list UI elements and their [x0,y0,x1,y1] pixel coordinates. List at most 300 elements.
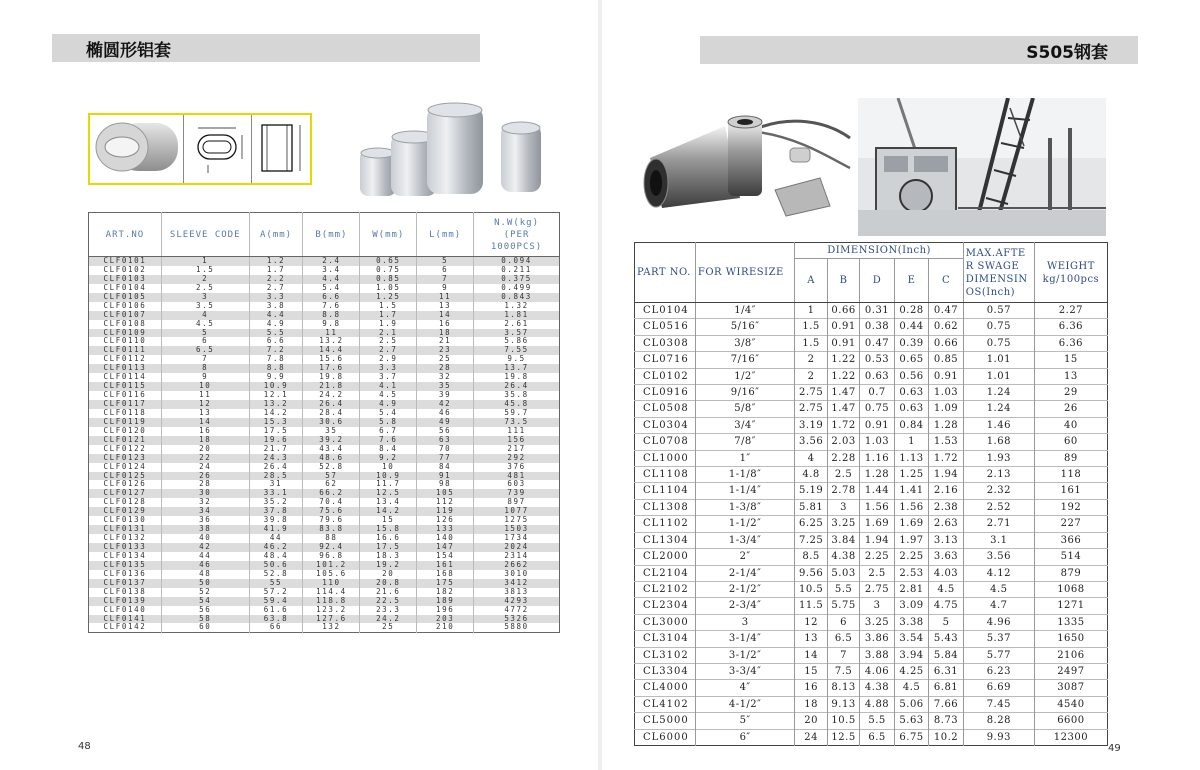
table-cell: 1.56 [860,499,895,515]
table-row [635,516,1108,532]
table-cell: 6.6 [249,337,303,346]
table-cell: CLF0130 [89,516,162,525]
table-cell: 5″ [695,713,794,729]
table-cell: 2.53 [894,565,929,581]
table-cell: 1.25 [894,467,929,483]
table-cell: 3-1/4″ [695,631,794,647]
table-row [89,391,560,400]
table-cell: 1.28 [860,467,895,483]
crane-photo-icon [858,98,1106,236]
table-cell: 2.38 [929,499,964,515]
table-cell: 21.8 [303,382,360,391]
table-cell: 4.9 [249,320,303,329]
table-cell: 5 [417,257,474,266]
table-cell: 1.69 [860,516,895,532]
table-cell: 12.5 [827,729,859,745]
table-cell: CL5000 [635,713,696,729]
table-cell: 2.1 [360,329,417,338]
table-cell: CL1304 [635,532,696,548]
table-cell: 2.32 [963,483,1034,499]
table-cell: 29 [1034,385,1107,401]
table-cell: 105 [417,489,474,498]
table-cell: 366 [1034,532,1107,548]
table-cell: 227 [1034,516,1107,532]
table-cell: CL0308 [635,335,696,351]
table-cell: 20 [161,445,249,454]
table-cell: 26.4 [303,400,360,409]
table-cell: 4.5 [963,581,1034,597]
table-cell: 3.8 [249,302,303,311]
table-cell: 11 [161,391,249,400]
table-cell: 2.5 [360,337,417,346]
table-cell: 1.03 [860,434,895,450]
table-cell: 0.44 [894,319,929,335]
table-cell: 26 [161,472,249,481]
table-cell: 24.2 [360,615,417,624]
table-row [89,498,560,507]
table-cell: CLF0106 [89,302,162,311]
table-cell: 2.78 [827,483,859,499]
table-cell: 3.88 [860,647,895,663]
table-cell: 3412 [474,579,560,588]
table-cell: CL4000 [635,680,696,696]
table-cell: 3 [161,293,249,302]
table-cell: 4.1 [360,382,417,391]
table-cell: 0.91 [929,368,964,384]
table-cell: 12300 [1034,729,1107,745]
oval-sleeve-icon [90,115,184,183]
table-cell: 3.3 [360,364,417,373]
table-cell: 5.77 [963,647,1034,663]
table-row [89,525,560,534]
table-cell: 13 [795,631,827,647]
table-row [89,275,560,284]
table-cell: 132 [303,623,360,632]
table-row [89,561,560,570]
table-cell: 376 [474,463,560,472]
table-cell: 6600 [1034,713,1107,729]
table-cell: 0.38 [860,319,895,335]
table-cell: CLF0110 [89,337,162,346]
table-cell: CL2102 [635,581,696,597]
right-page-title: S505钢套 [700,36,1138,64]
table-row [89,579,560,588]
table-cell: 18 [795,696,827,712]
table-cell: 20 [795,713,827,729]
table-cell: 1-1/2″ [695,516,794,532]
table-cell: 1.5 [161,266,249,275]
table-cell: 57 [303,472,360,481]
table-cell: CLF0112 [89,355,162,364]
table-cell: 23.3 [360,606,417,615]
table-cell: 4.5 [929,581,964,597]
table-row [89,570,560,579]
table-cell: 3/4″ [695,417,794,433]
table-cell: CLF0128 [89,498,162,507]
table-cell: 10.5 [827,713,859,729]
table-cell: CL2104 [635,565,696,581]
table-cell: 91 [417,472,474,481]
table-cell: 30.6 [303,418,360,427]
max-swage-header: MAX.AFTE R SWAGE DIMENSIN OS(Inch) [963,243,1034,303]
table-cell: 5.63 [894,713,929,729]
table-row [635,631,1108,647]
table-row [89,257,560,266]
table-cell: 57.2 [249,588,303,597]
table-cell: 10 [360,463,417,472]
table-cell: 46 [161,561,249,570]
table-cell: 4 [795,450,827,466]
table-cell: 56 [417,427,474,436]
table-cell: 7.45 [963,696,1034,712]
table-cell: 19.8 [303,373,360,382]
table-row [635,549,1108,565]
aluminum-sleeves-icon [355,100,545,196]
table-cell: 5.43 [929,631,964,647]
cross-section-cell [184,115,252,183]
table-row [89,606,560,615]
table-cell: 514 [1034,549,1107,565]
table-cell: 0.7 [860,385,895,401]
table-row [89,373,560,382]
table-cell: 33.1 [249,489,303,498]
table-cell: 73.5 [474,418,560,427]
table-cell: 24 [795,729,827,745]
table-cell: 7.66 [929,696,964,712]
table-cell: 44 [249,534,303,543]
table-cell: 2.71 [963,516,1034,532]
table-cell: 96.8 [303,552,360,561]
table-cell: CL0716 [635,352,696,368]
page-number: 49 [1108,743,1121,754]
table-cell: 1.47 [827,385,859,401]
table-cell: 60 [161,623,249,632]
table-row [89,382,560,391]
table-cell: 8.8 [303,311,360,320]
table-cell: 123.2 [303,606,360,615]
table-cell: 2-1/2″ [695,581,794,597]
table-cell: 3.94 [894,647,929,663]
table-cell: 3.13 [929,532,964,548]
table-cell: 2314 [474,552,560,561]
table-cell: 22.5 [360,597,417,606]
table-cell: 3.1 [963,532,1034,548]
table-row [89,480,560,489]
table-cell: 1650 [1034,631,1107,647]
table-cell: 0.62 [929,319,964,335]
table-cell: 36 [161,516,249,525]
table-row [89,615,560,624]
table-cell: 2497 [1034,663,1107,679]
table-cell: 5.4 [360,409,417,418]
table-row [89,284,560,293]
table-row [635,303,1108,319]
table-cell: 2-1/4″ [695,565,794,581]
table-row [89,329,560,338]
table-cell: 2.75 [795,385,827,401]
table-cell: 2 [161,275,249,284]
table-cell: 15 [795,663,827,679]
col-header: ART.NO [89,213,162,257]
table-cell: CL1102 [635,516,696,532]
table-cell: 4.9 [360,400,417,409]
table-cell: 19.2 [360,561,417,570]
table-cell: 101.2 [303,561,360,570]
table-cell: 2.03 [827,434,859,450]
table-cell: 28 [161,480,249,489]
weight-header: WEIGHT kg/100pcs [1034,243,1107,303]
table-cell: 88 [303,534,360,543]
table-cell: 13.2 [249,400,303,409]
table-cell: 26 [1034,401,1107,417]
table-cell: 14.2 [249,409,303,418]
table-cell: 4.5 [161,320,249,329]
table-cell: CLF0135 [89,561,162,570]
table-cell: 1503 [474,525,560,534]
table-cell: 28 [417,364,474,373]
table-cell: 9.93 [963,729,1034,745]
table-cell: 10.2 [929,729,964,745]
col-header: N.W(kg) (PER 1000PCS) [474,213,560,257]
table-cell: 25 [360,623,417,632]
table-cell: 17.5 [360,543,417,552]
table-cell: 2.27 [1034,303,1107,319]
table-cell: 1-1/4″ [695,483,794,499]
table-cell: 114.4 [303,588,360,597]
table-cell: CLF0115 [89,382,162,391]
table-cell: 1068 [1034,581,1107,597]
table-cell: 6.36 [1034,319,1107,335]
table-cell: 739 [474,489,560,498]
table-row [89,364,560,373]
table-cell: 8.13 [827,680,859,696]
table-cell: 18 [161,436,249,445]
table-row [89,302,560,311]
table-cell: 1.13 [894,450,929,466]
table-cell: 9/16″ [695,385,794,401]
table-cell: 6 [417,266,474,275]
table-cell: 2.7 [360,346,417,355]
cross-section-icon [184,115,252,183]
table-cell: CLF0124 [89,463,162,472]
table-cell: 66 [249,623,303,632]
table-cell: 1.46 [963,417,1034,433]
table-row [635,467,1108,483]
table-cell: CL3304 [635,663,696,679]
table-cell: 18.3 [360,552,417,561]
table-cell: 70.4 [303,498,360,507]
table-cell: 44 [161,552,249,561]
table-cell: 1.24 [963,401,1034,417]
table-cell: 5.19 [795,483,827,499]
table-cell: 6.31 [929,663,964,679]
table-cell: 10.5 [795,581,827,597]
table-cell: 23 [417,346,474,355]
table-row [635,729,1108,745]
table-cell: 63.8 [249,615,303,624]
table-row [635,368,1108,384]
table-cell: CL0102 [635,368,696,384]
table-cell: 4.03 [929,565,964,581]
table-cell: 2.81 [894,581,929,597]
table-cell: 4.38 [860,680,895,696]
table-cell: 0.375 [474,275,560,284]
table-cell: 3.63 [929,549,964,565]
table-cell: 15.3 [249,418,303,427]
table-cell: 1.01 [963,368,1034,384]
table-row [635,450,1108,466]
table-cell: 6.5 [860,729,895,745]
table-cell: 3.7 [360,373,417,382]
table-cell: 26.4 [474,382,560,391]
table-row [89,293,560,302]
table-cell: CL0516 [635,319,696,335]
table-cell: CLF0103 [89,275,162,284]
table-cell: 1-1/8″ [695,467,794,483]
table-row [635,614,1108,630]
table-cell: CL6000 [635,729,696,745]
table-cell: 83.8 [303,525,360,534]
table-cell: CL0708 [635,434,696,450]
table-cell: 8 [161,364,249,373]
table-cell: 1.47 [827,401,859,417]
table-cell: CLF0109 [89,329,162,338]
table-cell: 1.93 [963,450,1034,466]
table-cell: 34 [161,507,249,516]
table-cell: 0.75 [360,266,417,275]
table-cell: 4.4 [303,275,360,284]
table-cell: 1 [795,303,827,319]
table-cell: CLF0117 [89,400,162,409]
table-cell: 118 [1034,467,1107,483]
table-cell: CLF0142 [89,623,162,632]
table-cell: 4-1/2″ [695,696,794,712]
table-cell: 4.06 [860,663,895,679]
table-cell: 10 [161,382,249,391]
table-cell: 0.63 [860,368,895,384]
left-page [0,0,598,770]
table-cell: 8.73 [929,713,964,729]
table-cell: 3.38 [894,614,929,630]
table-cell: 292 [474,454,560,463]
table-row [635,335,1108,351]
table-cell: CLF0113 [89,364,162,373]
table-header-row [635,243,1108,259]
table-cell: 35 [417,382,474,391]
table-cell: 7 [161,355,249,364]
table-cell: CLF0121 [89,436,162,445]
table-cell: 156 [474,436,560,445]
table-cell: 6.75 [894,729,929,745]
dim-col-header: D [860,259,895,303]
table-cell: 112 [417,498,474,507]
table-row [89,552,560,561]
table-cell: CLF0127 [89,489,162,498]
table-row [89,597,560,606]
table-cell: 5.81 [795,499,827,515]
table-cell: 0.91 [827,335,859,351]
table-cell: 1 [894,434,929,450]
table-cell: 5.86 [474,337,560,346]
table-cell: 6.81 [929,680,964,696]
table-cell: 3087 [1034,680,1107,696]
table-cell: 3.86 [860,631,895,647]
table-cell: 9.2 [360,454,417,463]
table-cell: 5/16″ [695,319,794,335]
table-cell: 92.4 [303,543,360,552]
table-cell: 1.5 [795,335,827,351]
table-cell: 879 [1034,565,1107,581]
table-cell: 30 [161,489,249,498]
table-cell: 15 [1034,352,1107,368]
table-cell: 15.6 [303,355,360,364]
table-cell: 3 [860,598,895,614]
table-cell: 39 [417,391,474,400]
table-cell: 154 [417,552,474,561]
table-cell: CLF0105 [89,293,162,302]
table-cell: 50.6 [249,561,303,570]
table-cell: 6.25 [795,516,827,532]
table-cell: 35.8 [474,391,560,400]
table-cell: 3.25 [827,516,859,532]
table-cell: CL3104 [635,631,696,647]
table-cell: CLF0101 [89,257,162,266]
table-cell: 52 [161,588,249,597]
table-cell: 7 [417,275,474,284]
table-cell: 1.41 [894,483,929,499]
table-cell: CLF0120 [89,427,162,436]
part-no-header: PART NO. [635,243,696,303]
table-cell: 3 [695,614,794,630]
table-cell: 147 [417,543,474,552]
table-cell: 1.22 [827,352,859,368]
table-cell: 13 [161,409,249,418]
left-page-title: 椭圆形铝套 [52,34,480,62]
table-cell: 140 [417,534,474,543]
table-cell: 4 [161,311,249,320]
steel-sleeve-table [634,242,1108,746]
table-cell: CLF0138 [89,588,162,597]
table-cell: 118.8 [303,597,360,606]
table-cell: 7.5 [827,663,859,679]
table-cell: 6 [827,614,859,630]
table-cell: 9.5 [474,355,560,364]
table-cell: 12 [161,400,249,409]
table-cell: 4.96 [963,614,1034,630]
col-header: SLEEVE CODE [161,213,249,257]
table-cell: 60 [1034,434,1107,450]
table-cell: 1.22 [827,368,859,384]
table-cell: 2.28 [827,450,859,466]
table-cell: 105.6 [303,570,360,579]
table-cell: 1.5 [360,302,417,311]
table-cell: CL0304 [635,417,696,433]
table-cell: 21 [417,337,474,346]
table-row [89,409,560,418]
table-cell: 9 [161,373,249,382]
table-cell: CL3102 [635,647,696,663]
table-cell: CLF0132 [89,534,162,543]
table-cell: 4293 [474,597,560,606]
table-row [635,647,1108,663]
wiresize-header: FOR WIRESIZE [695,243,794,303]
table-cell: 7.6 [360,436,417,445]
table-cell: 10.9 [249,382,303,391]
table-row [635,532,1108,548]
table-row [89,320,560,329]
table-cell: 1.72 [929,450,964,466]
table-cell: 1.09 [929,401,964,417]
